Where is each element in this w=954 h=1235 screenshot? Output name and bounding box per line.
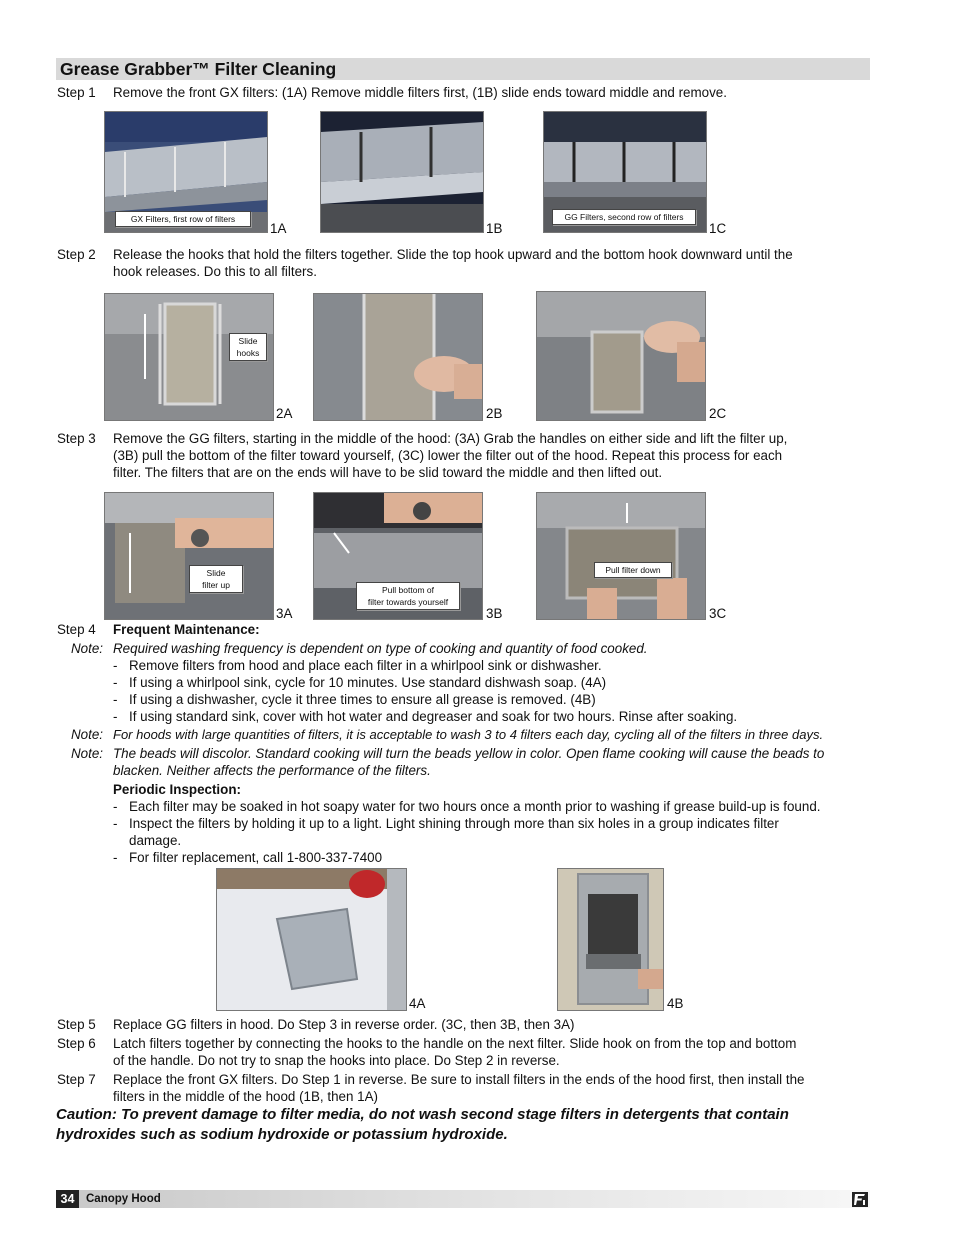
step-2-label: Step 2 [57, 247, 96, 262]
step-5-label: Step 5 [57, 1017, 96, 1032]
maintenance-bullet-1: Remove filters from hood and place each filter in a whirlpool sink or dishwasher. [129, 658, 602, 673]
photo-3a-caption-line-1: Slide [206, 568, 226, 578]
photo-1c-hood-filters [543, 111, 707, 233]
figure-3c-label: 3C [709, 606, 727, 621]
photo-3b-pull-filter [313, 492, 483, 620]
bullet-marker: - [113, 675, 118, 690]
step-1-label: Step 1 [57, 85, 96, 100]
photo-2b-release-hook [313, 293, 483, 421]
photo-1c-caption: GG Filters, second row of filters [552, 209, 696, 225]
bullet-marker: - [113, 658, 118, 673]
note-1-text: Required washing frequency is dependent on type of cooking and quantity of food cooked. [113, 641, 648, 656]
inspection-bullet-1: Each filter may be soaked in hot soapy water for two hours once a month prior to washing if grease build-up is found. [129, 799, 821, 814]
photo-1b-hood-filters [320, 111, 484, 233]
photo-2a-caption-line-2: hooks [236, 348, 260, 358]
step-4-label: Step 4 [57, 622, 96, 637]
bullet-marker: - [113, 850, 118, 865]
figure-4b-label: 4B [667, 996, 684, 1011]
photo-3a-slide-filter-up [104, 492, 274, 620]
bullet-marker: - [113, 692, 118, 707]
note-2-label: Note: [71, 727, 104, 742]
note-3-line-1: The beads will discolor. Standard cooking will turn the beads yellow in color. Open flame cooking will cause the beads to [113, 746, 825, 761]
step-2-line-1: Release the hooks that hold the filters together. Slide the top hook upward and the bottom hook downward until the [113, 247, 793, 262]
bullet-marker: - [113, 799, 118, 814]
step-4-heading: Frequent Maintenance: [113, 622, 260, 637]
photo-3c-caption: Pull filter down [594, 562, 672, 578]
step-5-text: Replace GG filters in hood. Do Step 3 in reverse order. (3C, then 3B, then 3A) [113, 1017, 575, 1032]
step-7-label: Step 7 [57, 1072, 96, 1087]
maintenance-bullet-3: If using a dishwasher, cycle it three times to ensure all grease is removed. (4B) [129, 692, 596, 707]
caution-notice [56, 1105, 856, 1145]
figure-4a-label: 4A [409, 996, 426, 1011]
footer-bar [56, 1190, 870, 1208]
company-logo-icon [852, 1192, 868, 1207]
photo-2c-hook-removed [536, 291, 706, 421]
step-3-line-3: filter. The filters that are on the ends will have to be slid toward the middle and then lifted out. [113, 465, 663, 480]
figure-1a-label: 1A [270, 221, 287, 236]
caution-line-1: Caution: To prevent damage to filter media, do not wash second stage filters in detergents that contain [56, 1106, 789, 1123]
photo-3b-caption-line-1: Pull bottom of [382, 585, 434, 595]
note-2-text: For hoods with large quantities of filters, it is acceptable to wash 3 to 4 filters each day, cycling all of the filters in three days. [113, 727, 824, 742]
photo-4b-dishwasher [557, 868, 664, 1011]
periodic-inspection-heading: Periodic Inspection: [113, 782, 241, 797]
figure-3b-label: 3B [486, 606, 503, 621]
step-6-label: Step 6 [57, 1036, 96, 1051]
step-3-label: Step 3 [57, 431, 96, 446]
figure-2c-label: 2C [709, 406, 727, 421]
maintenance-bullet-2: If using a whirlpool sink, cycle for 10 minutes. Use standard dishwash soap. (4A) [129, 675, 607, 690]
photo-4a-whirlpool-sink [216, 868, 407, 1011]
photo-2a-slide-hooks [104, 293, 274, 421]
page-number: 34 [56, 1190, 79, 1208]
photo-3a-caption-line-2: filter up [202, 580, 230, 590]
photo-3a-caption [189, 565, 243, 593]
step-7-line-1: Replace the front GX filters. Do Step 1 in reverse. Be sure to install filters in the ends of the hood first, then install the [113, 1072, 805, 1087]
maintenance-bullet-4: If using standard sink, cover with hot water and degreaser and soak for two hours. Rinse after soaking. [129, 709, 738, 724]
step-6-line-2: of the handle. Do not try to snap the hooks into place. Do Step 2 in reverse. [113, 1053, 560, 1068]
figure-3a-label: 3A [276, 606, 293, 621]
note-3-label: Note: [71, 746, 104, 761]
photo-3c-pull-filter-down [536, 492, 706, 620]
step-6-line-1: Latch filters together by connecting the hooks to the handle on the next filter. Slide hook on from the top and bottom [113, 1036, 797, 1051]
step-2-line-2: hook releases. Do this to all filters. [113, 264, 317, 279]
figure-1b-label: 1B [486, 221, 503, 236]
caution-line-2: hydroxides such as sodium hydroxide or potassium hydroxide. [56, 1126, 508, 1143]
bullet-marker: - [113, 816, 118, 831]
photo-1a-caption: GX Filters, first row of filters [115, 211, 251, 227]
figure-1c-label: 1C [709, 221, 727, 236]
photo-2a-caption-line-1: Slide [238, 336, 258, 346]
step-3-line-1: Remove the GG filters, starting in the middle of the hood: (3A) Grab the handles on either side and lift the filter up, [113, 431, 788, 446]
photo-3b-caption [356, 582, 460, 610]
footer-title: Canopy Hood [86, 1193, 161, 1205]
step-7-line-2: filters in the middle of the hood (1B, then 1A) [113, 1089, 378, 1104]
step-1-text: Remove the front GX filters: (1A) Remove middle filters first, (1B) slide ends toward middle and remove. [113, 85, 727, 100]
photo-3b-caption-line-2: filter towards yourself [367, 597, 449, 607]
inspection-bullet-2-line-2: damage. [129, 833, 182, 848]
figure-2b-label: 2B [486, 406, 503, 421]
photo-2a-caption [229, 333, 267, 361]
note-3-line-2: blacken. Neither affects the performance of the filters. [113, 763, 431, 778]
inspection-bullet-3: For filter replacement, call 1-800-337-7400 [129, 850, 383, 865]
photo-1a-hood-filters [104, 111, 268, 233]
note-1-label: Note: [71, 641, 104, 656]
bullet-marker: - [113, 709, 118, 724]
figure-2a-label: 2A [276, 406, 293, 421]
step-3-line-2: (3B) pull the bottom of the filter toward yourself, (3C) lower the filter out of the hood. Repeat this process for each [113, 448, 783, 463]
section-title: Grease Grabber™ Filter Cleaning [60, 59, 337, 79]
inspection-bullet-2-line-1: Inspect the filters by holding it up to a light. Light shining through more than six holes in a group indicates filter [129, 816, 779, 831]
